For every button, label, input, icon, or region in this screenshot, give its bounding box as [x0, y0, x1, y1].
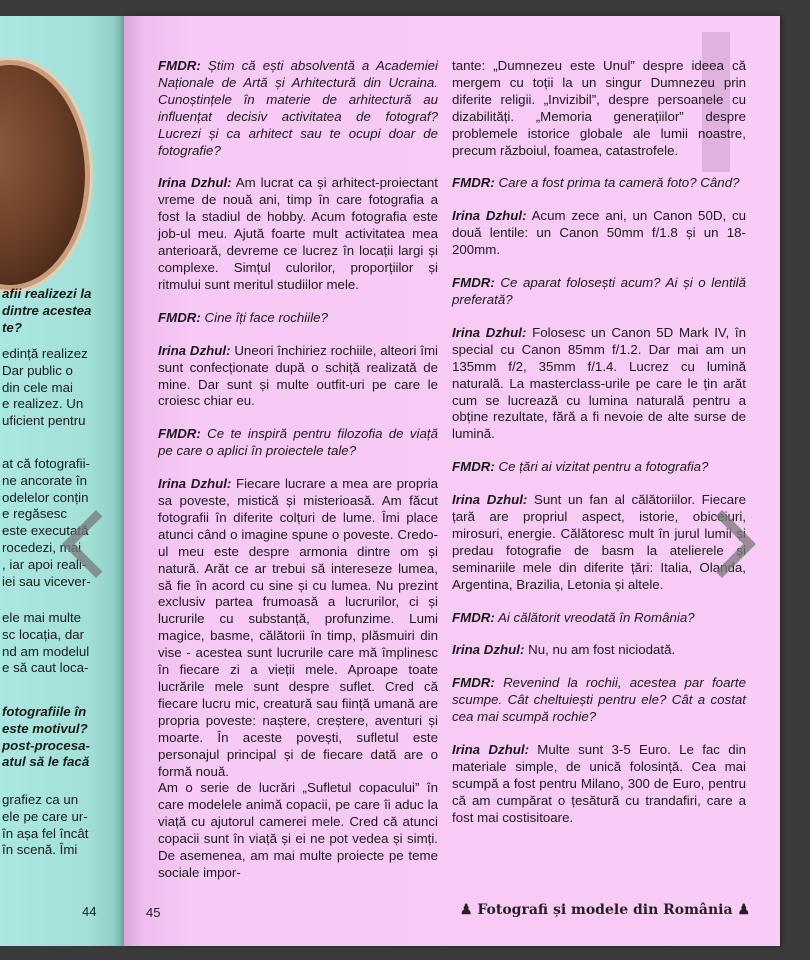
paragraph-text: Revenind la rochii, acestea par foarte scumpe. Cât cheltuiești pentru ele? Cât a costat cea mai scumpă rochie? — [452, 675, 746, 725]
text-line: Dar public o — [2, 362, 73, 378]
text-line: odelelor conțin — [2, 489, 89, 505]
article-column-2 — [452, 58, 746, 843]
paragraph-text: Uneori închiriez rochiile, alteori îmi sunt confecționate după o schiță realizată de mine. Dar sunt și multe outfit-uri pe care le croiesc chiar eu. — [158, 342, 438, 409]
speaker-label: Irina Dzhul: — [452, 642, 525, 658]
right-page — [124, 16, 780, 946]
speaker-label: FMDR: — [452, 675, 495, 691]
text-line: sc locația, dar — [2, 626, 85, 642]
portrait-photo — [0, 60, 90, 290]
interview-answer — [158, 175, 438, 293]
paragraph-text: Ce aparat folosești acum? Ai și o lentilă preferată? — [452, 275, 746, 307]
text-line: este motivul? — [2, 720, 88, 736]
speaker-label: Irina Dzhul: — [158, 175, 232, 191]
interview-question — [452, 675, 746, 726]
interview-question — [452, 459, 746, 476]
paragraph-text: Multe sunt 3-5 Euro. Le fac din materiale simple, de unică folosință. Cea mai scumpă a fost pentru Milano, 300 de Euro, pentru că am cumpărat o țesătură cu trandafiri, care a fost mai costisitoare. — [452, 742, 746, 825]
interview-answer — [158, 476, 438, 780]
answer-fragment — [2, 792, 122, 859]
text-line: nd am modelul — [2, 643, 90, 659]
text-line: post-procesa- — [2, 737, 90, 753]
paragraph-text: Am lucrat ca și arhitect-proiectant vreme de nouă ani, timp în care fotografia a fost la stadiul de hobby. Acum fotografia este job-ul meu. Ajută foarte mult activitatea mea anterioară, devreme ce lucrez în locații largi și complexe. Simțul culorilor, proporțiilor și ritmului sunt meritul studiilor mele. — [158, 175, 438, 292]
speaker-label: Irina Dzhul: — [452, 324, 527, 340]
speaker-label: FMDR: — [158, 309, 201, 325]
answer-continuation — [158, 780, 438, 881]
speaker-label: FMDR: — [158, 426, 201, 442]
question-fragment — [2, 286, 122, 336]
magazine-footer — [460, 902, 750, 918]
text-line: grafiez ca un — [2, 792, 79, 807]
speaker-label: Irina Dzhul: — [452, 492, 528, 508]
text-line: iei sau vicever- — [2, 573, 91, 589]
text-line: dintre acestea — [2, 302, 92, 318]
page-number-right: 45 — [146, 905, 161, 920]
speaker-label: FMDR: — [452, 175, 495, 191]
paragraph-text: Ce țări ai vizitat pentru a fotografia? — [494, 459, 709, 475]
text-line: în așa fel încât — [2, 825, 89, 841]
interview-question — [158, 58, 438, 159]
photographer-figure-icon: ♟ — [459, 902, 473, 918]
speaker-label: Irina Dzhul: — [452, 208, 527, 224]
answer-continuation — [452, 58, 746, 159]
interview-question — [452, 175, 746, 192]
interview-question — [158, 310, 438, 327]
speaker-label: Irina Dzhul: — [452, 742, 529, 758]
text-line: e să caut loca- — [2, 660, 89, 676]
model-figure-icon: ♟ — [737, 902, 750, 918]
speaker-label: Irina Dzhul: — [158, 476, 232, 492]
text-line: este executată — [2, 523, 89, 539]
speaker-label: Irina Dzhul: — [158, 342, 231, 358]
text-line: fotografiile în — [2, 704, 87, 719]
interview-answer — [452, 642, 746, 659]
interview-question — [452, 610, 746, 627]
text-line: e regăsesc — [2, 506, 68, 522]
interview-question — [452, 275, 746, 309]
text-line: , iar apoi reali- — [2, 556, 87, 572]
paragraph-text: Ai călătorit vreodată în România? — [494, 609, 695, 625]
paragraph-text: Care a fost prima ta cameră foto? Când? — [494, 175, 740, 191]
interview-answer — [452, 742, 746, 827]
text-line: atul să le facă — [2, 754, 90, 770]
interview-answer — [158, 343, 438, 411]
paragraph-text: tante: „Dumnezeu este Unul” despre ideea că mergem cu toții la un singur Dumnezeu prin diferite religii. „Invizibil”, despre persoanele cu dizabilități. „Memoria generațiilor” despre problemele istorice globale ale lumii noastre, precum războiul, foamea, catastrofele. — [452, 58, 746, 158]
text-line: edință realizez — [2, 346, 88, 361]
interview-question — [158, 426, 438, 460]
text-line: rocedezi, mai — [2, 539, 82, 555]
magazine-title: Fotografi și modele din România — [477, 902, 733, 918]
interview-answer — [452, 325, 746, 443]
text-line: ele pe care ur- — [2, 808, 88, 824]
paragraph-text: Acum zece ani, un Canon 50D, cu două lentile: un Canon 50mm f/1.8 și un 18-200mm. — [452, 208, 746, 258]
answer-fragment — [2, 610, 122, 677]
text-line: at că fotografii- — [2, 456, 90, 471]
interview-answer — [452, 208, 746, 259]
text-line: în scenă. Îmi — [2, 842, 78, 858]
page-number-left: 44 — [82, 904, 97, 919]
text-line: din cele mai — [2, 379, 73, 395]
speaker-label: FMDR: — [452, 275, 495, 291]
paragraph-text: Fiecare lucrare a mea are propria sa poveste, mistică și misterioasă. Am făcut fotografii în diferite colțuri de lume. Îmi place atunci când o imagine spune o poveste. Credo-ul meu este despre armonia dintre om și natură. Arăt ce ar trebui să intereseze lumea, să fie în acord cu sine și cu lumea. Nu prezint exclusiv partea frumoasă a lucrurilor, ci și lucrurile cu substanță, profunzime. Lumi magice, basme, călătorii în timp, plăsmuiri din vise - acestea sunt lucrurile care mă împlinesc în fiecare zi a vieții mele. Aproape toate lucrările mele sunt despre suflet. Cred că fiecare lucru mic, creatură sau ființă umană are propria poveste: naștere, creștere, aventuri și moarte. În aceste povești, sufletul este personajul principal și de fiecare dată are o formă nouă. — [158, 476, 438, 779]
paragraph-text: Ce te inspiră pentru filozofia de viață pe care o aplici în proiectele tale? — [158, 426, 438, 459]
text-line: ele mai multe — [2, 610, 82, 625]
answer-fragment — [2, 346, 122, 430]
text-line: te? — [2, 319, 22, 335]
left-page — [0, 16, 124, 946]
speaker-label: FMDR: — [452, 459, 495, 475]
text-line: uficient pentru — [2, 413, 86, 429]
paragraph-text: Nu, nu am fost niciodată. — [524, 642, 676, 658]
speaker-label: FMDR: — [452, 609, 495, 625]
paragraph-text: Folosesc un Canon 5D Mark IV, în special cu Canon 85mm f/1.2. Dar mai am un 135mm f/2, 35mm f/1.4. Lucrez cu lumină naturală. La masterclass-urile pe care le țin arăt cum se lucrează cu lumina naturală pentru a obține rezultate, fără a fi nevoie de alte surse de lumină. — [452, 324, 746, 442]
paragraph-text: Știm că ești absolventă a Academiei Naționale de Artă și Arhitectură din Ucraina. Cunoștințele în materie de arhitectură au influențat decisiv activitatea de fotograf? Lucrezi și ca arhitect sau te ocupi doar de fotografie? — [158, 58, 438, 158]
paragraph-text: Cine îți face rochiile? — [200, 309, 328, 325]
text-line: e realizez. Un — [2, 396, 84, 412]
question-fragment — [2, 704, 122, 771]
article-column-1 — [158, 58, 438, 898]
speaker-label: FMDR: — [158, 58, 201, 73]
text-line: afii realizezi la — [2, 286, 92, 301]
paragraph-text: Am o serie de lucrări „Sufletul copacului” în care modelele animă copacii, pe care îi aduc la viață cu ajutorul camerei mele. Cred că atunci copacii sunt în viață și ei ne pot vedea și simți. De asemenea, am mai multe proiecte pe teme sociale impor- — [158, 780, 438, 880]
paragraph-text: Sunt un fan al călătoriilor. Fiecare țară are propriul aspect, istorie, obiceiuri, mirosuri, energie. Călătoresc mult în jurul lumii și predau fotografie de basm la atelierele și seminariile mele din diferite țări: Italia, Olanda, Argentina, Brazilia, Letonia și altele. — [452, 492, 746, 592]
text-line: ne ancorate în — [2, 472, 88, 488]
